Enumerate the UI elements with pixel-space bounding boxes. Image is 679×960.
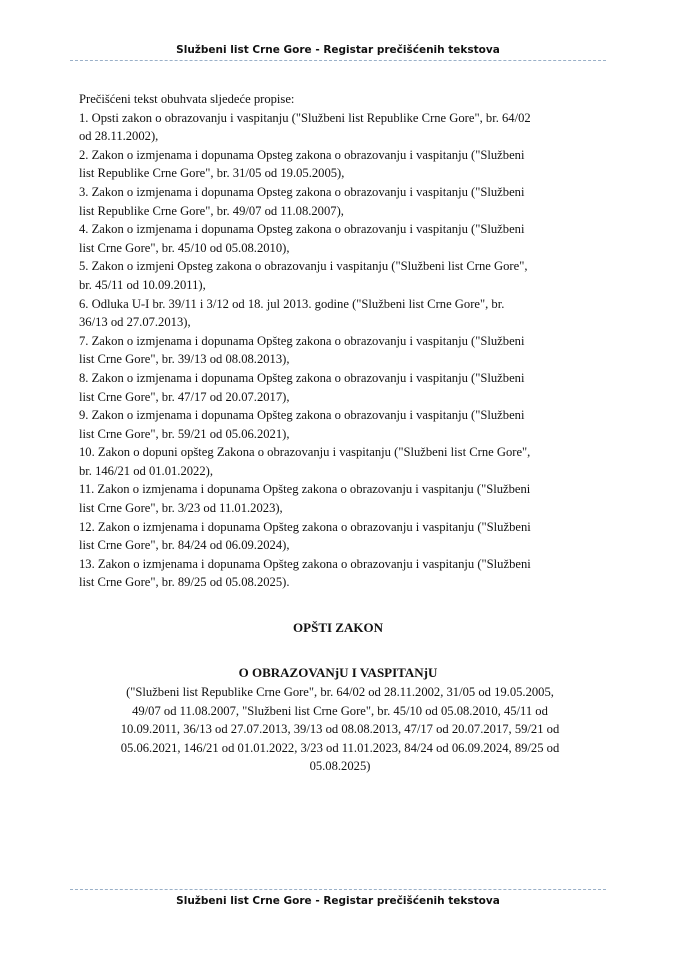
law-title-line2: O OBRAZOVANjU I VASPITANjU (238, 665, 438, 680)
regulation-line: 13. Zakon o izmjenama i dopunama Opšteg zakona o obrazovanju i vaspitanju ("Službeni (79, 556, 531, 571)
regulation-line: list Crne Gore", br. 47/17 od 20.07.2017), (79, 389, 290, 404)
gazette-line: 49/07 od 11.08.2007, "Službeni list Crne Gore", br. 45/10 od 05.08.2010, 45/11 od (132, 703, 548, 718)
regulation-item (79, 406, 601, 443)
regulation-line: 5. Zakon o izmjeni Opsteg zakona o obrazovanju i vaspitanju ("Službeni list Crne Gore", (79, 259, 528, 274)
regulation-item (79, 332, 601, 369)
regulation-line: od 28.11.2002), (79, 129, 159, 144)
regulation-line: 4. Zakon o izmjenama i dopunama Opsteg zakona o obrazovanju i vaspitanju ("Službeni (79, 222, 525, 237)
regulations-list (79, 109, 601, 592)
regulation-line: list Republike Crne Gore", br. 31/05 od 19.05.2005), (79, 166, 345, 181)
regulation-line: 11. Zakon o izmjenama i dopunama Opšteg zakona o obrazovanju i vaspitanju ("Službeni (79, 482, 531, 497)
regulation-line: list Crne Gore", br. 39/13 od 08.08.2013), (79, 352, 290, 367)
regulation-line: 9. Zakon o izmjenama i dopunama Opšteg zakona o obrazovanju i vaspitanju ("Službeni (79, 408, 525, 423)
regulation-line: list Crne Gore", br. 59/21 od 05.06.2021), (79, 426, 290, 441)
regulation-item (79, 220, 601, 257)
regulation-line: list Crne Gore", br. 89/25 od 05.08.2025). (79, 575, 290, 590)
regulation-line: list Crne Gore", br. 3/23 od 11.01.2023), (79, 501, 283, 516)
regulation-line: br. 146/21 od 01.01.2022), (79, 463, 213, 478)
regulation-item (79, 109, 601, 146)
regulations-section (79, 90, 601, 592)
regulation-item (79, 480, 601, 517)
header-divider (70, 60, 606, 61)
regulation-line: 10. Zakon o dopuni opšteg Zakona o obrazovanju i vaspitanju ("Službeni list Crne Gore", (79, 445, 531, 460)
regulation-line: 1. Opsti zakon o obrazovanju i vaspitanju ("Službeni list Republike Crne Gore", br. 64/02 (79, 110, 531, 125)
page-footer: Službeni list Crne Gore - Registar prečišćenih tekstova (176, 895, 500, 907)
page-header: Službeni list Crne Gore - Registar prečišćenih tekstova (176, 44, 500, 56)
gazette-references (80, 683, 600, 776)
regulation-line: list Crne Gore", br. 45/10 od 05.08.2010), (79, 240, 290, 255)
footer-divider (70, 889, 606, 890)
regulation-line: 2. Zakon o izmjenama i dopunama Opsteg zakona o obrazovanju i vaspitanju ("Službeni (79, 147, 525, 162)
regulation-line: 7. Zakon o izmjenama i dopunama Opšteg zakona o obrazovanju i vaspitanju ("Službeni (79, 333, 525, 348)
regulation-line: 36/13 od 27.07.2013), (79, 315, 191, 330)
regulation-line: list Republike Crne Gore", br. 49/07 od 11.08.2007), (79, 203, 344, 218)
regulation-line: 3. Zakon o izmjenama i dopunama Opsteg zakona o obrazovanju i vaspitanju ("Službeni (79, 184, 525, 199)
regulation-item (79, 183, 601, 220)
regulation-item (79, 555, 601, 592)
regulation-item (79, 146, 601, 183)
gazette-line: 10.09.2011, 36/13 od 27.07.2013, 39/13 od 08.08.2013, 47/17 od 20.07.2017, 59/21 od (120, 722, 560, 737)
regulation-line: list Crne Gore", br. 84/24 od 06.09.2024), (79, 538, 290, 553)
regulation-item (79, 369, 601, 406)
regulation-line: br. 45/11 od 10.09.2011), (79, 277, 206, 292)
regulation-line: 6. Odluka U-I br. 39/11 i 3/12 od 18. jul 2013. godine ("Službeni list Crne Gore", br. (79, 296, 505, 311)
regulation-item (79, 443, 601, 480)
regulation-item (79, 518, 601, 555)
regulation-line: 12. Zakon o izmjenama i dopunama Opšteg zakona o obrazovanju i vaspitanju ("Službeni (79, 519, 531, 534)
gazette-line: 05.08.2025) (309, 759, 371, 774)
gazette-line: 05.06.2021, 146/21 od 01.01.2022, 3/23 od 11.01.2023, 84/24 od 06.09.2024, 89/25 od (120, 740, 560, 755)
law-title-line1: OPŠTI ZAKON (293, 620, 383, 635)
regulation-item (79, 257, 601, 294)
regulation-line: 8. Zakon o izmjenama i dopunama Opšteg zakona o obrazovanju i vaspitanju ("Službeni (79, 370, 525, 385)
intro-text: Prečišćeni tekst obuhvata sljedeće propise: (79, 92, 295, 106)
gazette-line: ("Službeni list Republike Crne Gore", br. 64/02 od 28.11.2002, 31/05 od 19.05.2005, (126, 685, 554, 699)
regulation-item (79, 295, 601, 332)
